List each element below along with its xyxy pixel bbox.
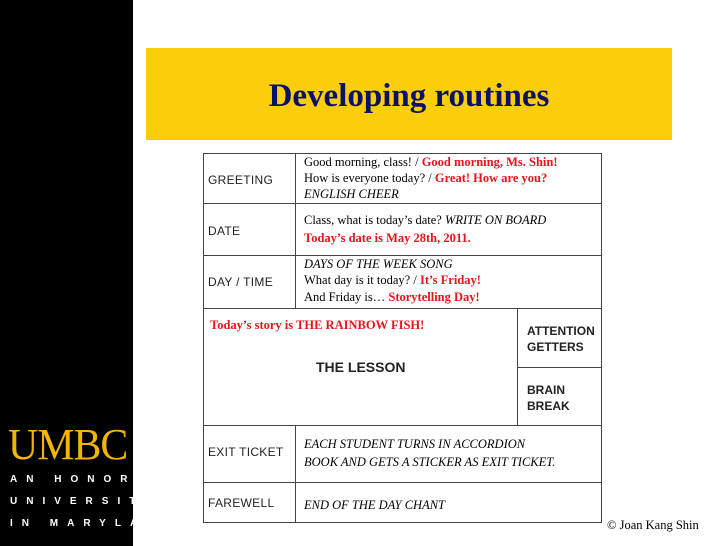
greeting-line-3: ENGLISH CHEER bbox=[304, 187, 399, 201]
row-divider bbox=[203, 308, 602, 309]
attention-getters-label: ATTENTION GETTERS bbox=[527, 324, 595, 354]
slide-title: Developing routines bbox=[268, 78, 550, 114]
date-line-2: Today’s date is May 28th, 2011. bbox=[304, 231, 471, 245]
exit-ticket-line-2: BOOK AND GETS A STICKER AS EXIT TICKET. bbox=[304, 455, 556, 469]
logo-line-2: UNIVERSITY bbox=[10, 496, 161, 507]
day-time-line-2: What day is it today? / It’s Friday! bbox=[304, 273, 481, 287]
greeting-line-1: Good morning, class! / Good morning, Ms. Shin! bbox=[304, 155, 558, 169]
exit-ticket-line-1: EACH STUDENT TURNS IN ACCORDION bbox=[304, 437, 526, 451]
date-label: DATE bbox=[208, 224, 241, 238]
brain-break-label: BRAIN BREAK bbox=[527, 383, 570, 413]
logo-line-1: AN HONORS bbox=[10, 474, 153, 485]
story-line: Today’s story is THE RAINBOW FISH! bbox=[210, 318, 425, 332]
logo-line-3: IN MARYLAND bbox=[10, 518, 179, 529]
row-divider bbox=[203, 425, 602, 426]
column-divider bbox=[295, 425, 296, 523]
logo-brand: UMBC bbox=[8, 420, 128, 469]
greeting-label: GREETING bbox=[208, 173, 274, 187]
lesson-label: THE LESSON bbox=[316, 359, 406, 375]
side-divider bbox=[517, 367, 602, 368]
exit-ticket-label: EXIT TICKET bbox=[208, 445, 284, 459]
umbc-logo bbox=[0, 418, 179, 538]
day-time-label: DAY / TIME bbox=[208, 275, 274, 289]
date-line-1: Class, what is today’s date? WRITE ON BOARD bbox=[304, 213, 547, 227]
row-divider bbox=[203, 203, 602, 204]
column-divider bbox=[295, 153, 296, 308]
greeting-line-2: How is everyone today? / Great! How are you? bbox=[304, 171, 548, 185]
day-time-line-3: And Friday is… Storytelling Day! bbox=[304, 290, 480, 304]
day-time-line-1: DAYS OF THE WEEK SONG bbox=[304, 257, 453, 271]
copyright-notice: © Joan Kang Shin bbox=[607, 518, 699, 532]
lesson-side-divider bbox=[517, 308, 518, 425]
farewell-label: FAREWELL bbox=[208, 496, 275, 510]
row-divider bbox=[203, 482, 602, 483]
farewell-line-1: END OF THE DAY CHANT bbox=[304, 498, 445, 512]
